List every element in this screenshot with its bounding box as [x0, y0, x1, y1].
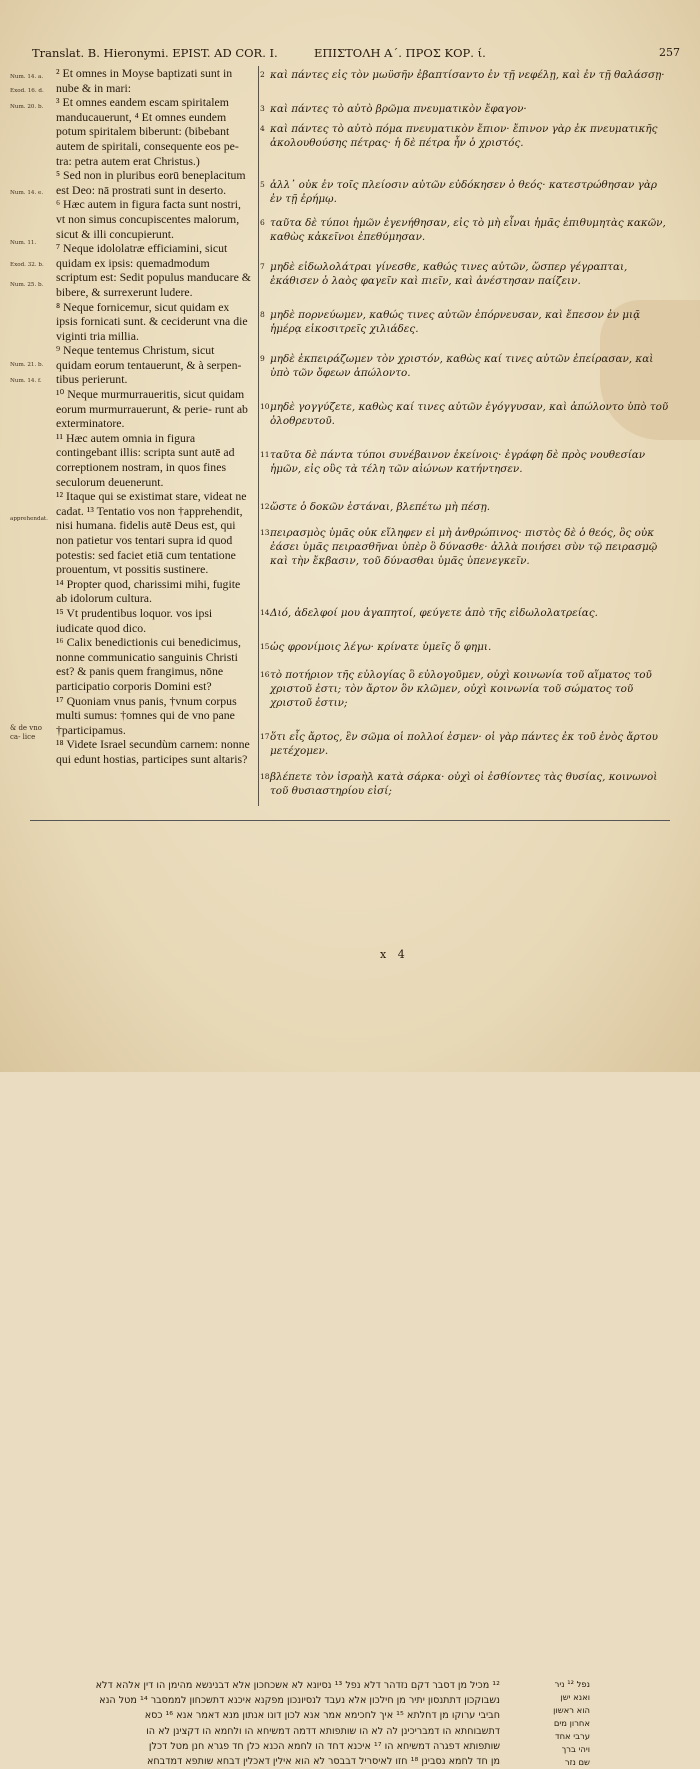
- greek-verse: πειρασμὸς ὑμᾶς οὐκ εἴληφεν εἰ μὴ ἀνθρώπινος· πιστὸς δὲ ὁ θεός, ὃς οὐκ ἐάσει ὑμᾶς πειρασθῆναι ὑπὲρ ὃ δύνασθε· ἀλλὰ ποιήσει σὺν τῷ πειρασμῷ καὶ τὴν ἔκβασιν, τοῦ δύνασθαι ὑμᾶς ὑπενεγκεῖν.: [270, 527, 658, 568]
- latin-verse: ¹¹ Hæc autem omnia in figura contingebant illis: scripta sunt autē ad correptionem nostram, in quos fines seculorum deuenerunt.: [56, 430, 235, 489]
- latin-verse: ⁶ Hæc autem in figura facta sunt nostri, vt non simus concupiscentes malorum, sicut & illi concupierunt.: [56, 197, 241, 241]
- margin-note: Num. 21. b.: [10, 362, 44, 368]
- header-greek-title: ΕΠΙΣΤΟΛΗ Α΄. ΠΡΟΣ ΚΟΡ. ί.: [314, 46, 486, 60]
- greek-verse-number: 6: [260, 218, 265, 227]
- greek-verse: καὶ πάντες τὸ αὐτὸ βρῶμα πνευματικὸν ἔφαγον·: [270, 103, 527, 115]
- greek-verse-number: 10: [260, 402, 270, 411]
- greek-verse-number: 17: [260, 732, 270, 741]
- greek-verse-number: 18: [260, 772, 270, 781]
- greek-verse-number: 9: [260, 354, 265, 363]
- hebrew-note: ערבי אחד: [555, 1731, 590, 1741]
- greek-verse-number: 13: [260, 528, 270, 537]
- greek-verse: μηδὲ πορνεύωμεν, καθώς τινες αὐτῶν ἐπόρνευσαν, καὶ ἔπεσον ἐν μιᾷ ἡμέρᾳ εἰκοσιτρεῖς χιλιάδες.: [270, 309, 641, 336]
- hebrew-note: ויהי ברך: [561, 1744, 590, 1754]
- greek-verse: καὶ πάντες εἰς τὸν μωϋσῆν ἐβαπτίσαντο ἐν τῇ νεφέλῃ, καὶ ἐν τῇ θαλάσσῃ·: [270, 69, 665, 81]
- margin-note: Num. 20. b.: [10, 104, 44, 110]
- greek-verse-number: 15: [260, 642, 270, 651]
- greek-verse: μηδὲ ἐκπειράζωμεν τὸν χριστόν, καθὼς καί τινες αὐτῶν ἐπείρασαν, καὶ ὑπὸ τῶν ὄφεων ἀπώλοντο.: [270, 353, 654, 380]
- margin-note: Num. 25. b.: [10, 282, 44, 288]
- hebrew-line: חביבי ערוקו מן דחלתא ¹⁵ איך לחכימא אמר אנא לכון דונו אנתון מנא דאמר אנא ¹⁶ כסא: [144, 1710, 500, 1722]
- latin-verse: ¹⁷ Quoniam vnus panis, †vnum corpus multi sumus: †omnes qui de vno pane †participamus.: [56, 693, 237, 737]
- hebrew-note: ואנא ישן: [560, 1692, 590, 1702]
- greek-verse: μηδὲ εἰδωλολάτραι γίνεσθε, καθώς τινες αὐτῶν, ὥσπερ γέγραπται, ἐκάθισεν ὁ λαὸς φαγεῖν καὶ πιεῖν, καὶ ἀνέστησαν παίζειν.: [270, 261, 628, 288]
- hebrew-note: הוא ראשון: [553, 1705, 590, 1715]
- latin-verse: ¹⁰ Neque murmurraueritis, sicut quidam eorum murmurrauerunt, & perie- runt ab exterminatore.: [56, 387, 248, 431]
- hebrew-notes: [510, 1678, 590, 1769]
- margin-note: Num. 14. e.: [10, 190, 44, 196]
- margin-note: Num. 14. f.: [10, 378, 42, 384]
- greek-verse: ὅτι εἷς ἄρτος, ἓν σῶμα οἱ πολλοί ἐσμεν· οἱ γὰρ πάντες ἐκ τοῦ ἑνὸς ἄρτου μετέχομεν.: [270, 731, 658, 758]
- greek-verse-number: 3: [260, 104, 265, 113]
- greek-verse: μηδὲ γογγύζετε, καθὼς καί τινες αὐτῶν ἐγόγγυσαν, καὶ ἀπώλοντο ὑπὸ τοῦ ὀλοθρευτοῦ.: [270, 401, 669, 428]
- hebrew-note: נפל ¹² ניר: [554, 1679, 590, 1689]
- greek-verse-number: 7: [260, 262, 265, 271]
- greek-verse: ὡς φρονίμοις λέγω· κρίνατε ὑμεῖς ὅ φημι.: [270, 641, 492, 653]
- hebrew-line: נשבוקכון דתתנסון יתיר מן חילכון אלא נעבד לנסיונכון מפקנא איכנא דתשכחון לממסבר ¹⁴ מטל הנא: [99, 1695, 500, 1707]
- hebrew-line: שותפותא דפגרה דמשיחא הו ¹⁷ איכנא דחד הו לחמא הכנא כלן חד פגרא חנן מטל דכלן: [148, 1740, 500, 1752]
- greek-verse: ταῦτα δὲ τύποι ἡμῶν ἐγενήθησαν, εἰς τὸ μὴ εἶναι ἡμᾶς ἐπιθυμητὰς κακῶν, καθὼς κἀκεῖνοι ἐπεθύμησαν.: [270, 217, 666, 244]
- latin-verse: ⁵ Sed non in pluribus eorū beneplacitum est Deo: nā prostrati sunt in deserto.: [56, 168, 246, 197]
- latin-verse: ¹⁵ Vt prudentibus loquor. vos ipsi iudicate quod dico.: [56, 605, 213, 635]
- section-divider: [30, 820, 670, 821]
- hebrew-line: דתשבוחתא הו דמבריכינן לה לא הו שותפותא דדמה דמשיחא הו ולחמא הו דקצינן לא הו: [146, 1725, 500, 1737]
- latin-verse: ⁸ Neque fornicemur, sicut quidam ex ipsis fornicati sunt. & ceciderunt vna die viginti tria millia.: [56, 299, 248, 343]
- greek-verse: ταῦτα δὲ πάντα τύποι συνέβαινον ἐκείνοις· ἐγράφη δὲ πρὸς νουθεσίαν ἡμῶν, εἰς οὓς τὰ τέλη τῶν αἰώνων κατήντησεν.: [270, 449, 646, 476]
- greek-verse: ὥστε ὁ δοκῶν ἑστάναι, βλεπέτω μὴ πέσῃ.: [270, 501, 491, 513]
- latin-verse: ³ Et omnes eandem escam spiritalem manducauerunt, ⁴ Et omnes eundem potum spiritalem biberunt: (bibebant autem de spiritali, consequente eos pe- tra: petra autem erat Christus.): [56, 95, 239, 168]
- latin-column: [56, 66, 252, 767]
- latin-verse: ¹⁶ Calix benedictionis cui benedicimus, nonne communicatio sanguinis Christi est? & panis quem frangimus, nōne participatio corporis Domini est?: [56, 635, 241, 693]
- greek-verse-number: 16: [260, 670, 270, 679]
- signature-mark: x 4: [380, 948, 409, 961]
- greek-verse-number: 11: [260, 450, 270, 459]
- running-header: [32, 46, 680, 66]
- column-divider: [258, 66, 259, 806]
- greek-verse: βλέπετε τὸν ἰσραὴλ κατὰ σάρκα· οὐχὶ οἱ ἐσθίοντες τὰς θυσίας, κοινωνοὶ τοῦ θυσιαστηρίου εἰσί;: [270, 771, 658, 798]
- margin-note: Num. 14. a.: [10, 74, 44, 80]
- hebrew-note: שם נזר: [564, 1757, 590, 1767]
- greek-verse: Διό, ἀδελφοί μου ἀγαπητοί, φεύγετε ἀπὸ τῆς εἰδωλολατρείας.: [270, 607, 598, 619]
- greek-verse-number: 8: [260, 310, 265, 319]
- greek-verse: καὶ πάντες τὸ αὐτὸ πόμα πνευματικὸν ἔπιον· ἔπινον γὰρ ἐκ πνευματικῆς ἀκολουθούσης πέτρας· ἡ δὲ πέτρα ἦν ὁ χριστός.: [270, 123, 658, 150]
- margin-note: apprehendat.: [10, 516, 48, 522]
- latin-verse: ¹⁴ Propter quod, charissimi mihi, fugite ab idolorum cultura.: [56, 576, 241, 606]
- margin-note: Num. 11.: [10, 240, 37, 246]
- margin-note: & de vno ca- lice: [10, 724, 42, 741]
- latin-verse: ² Et omnes in Moyse baptizati sunt in nube & in mari:: [56, 66, 233, 95]
- latin-verse: ¹² Itaque qui se existimat stare, videat ne cadat. ¹³ Tentatio vos non †apprehendit, nisi humana. fidelis autē Deus est, qui non patietur vos tentari supra id quod potestis: sed faciet etiā cum tentatione prouentum, vt possitis sustinere.: [56, 489, 247, 577]
- greek-verse: ἀλλ᾽ οὐκ ἐν τοῖς πλείοσιν αὐτῶν εὐδόκησεν ὁ θεός· κατεστρώθησαν γὰρ ἐν τῇ ἐρήμῳ.: [270, 179, 657, 206]
- latin-verse: ⁹ Neque tentemus Christum, sicut quidam eorum tentauerunt, & à serpen- tibus perierunt.: [56, 343, 242, 387]
- greek-verse-number: 14: [260, 608, 270, 617]
- margin-note: Exod. 16. d.: [10, 88, 44, 94]
- greek-verse-number: 4: [260, 124, 265, 133]
- hebrew-note: אחרון מים: [553, 1718, 590, 1728]
- hebrew-line: מן חד לחמא נסבינן ¹⁸ חזו לאיסריל דבבסר לא הוא אילין דאכלין דבחא שותפא דמדבחא: [147, 1756, 500, 1768]
- margin-note: Exod. 32. b.: [10, 262, 44, 268]
- hebrew-text-block: [60, 1678, 500, 1769]
- greek-verse-number: 2: [260, 70, 265, 79]
- greek-verse-number: 5: [260, 180, 265, 189]
- greek-verse-number: 12: [260, 502, 270, 511]
- header-latin-title: Translat. B. Hieronymi. EPIST. AD COR. I.: [32, 46, 278, 60]
- latin-verse: ¹⁸ Videte Israel secundùm carnem: nonne qui edunt hostias, participes sunt altaris?: [56, 737, 250, 766]
- page-number: 257: [659, 46, 680, 59]
- greek-verse: τὸ ποτήριον τῆς εὐλογίας ὃ εὐλογοῦμεν, οὐχὶ κοινωνία τοῦ αἵματος τοῦ χριστοῦ ἐστι; τὸν ἄρτον ὃν κλῶμεν, οὐχὶ κοινωνία τοῦ σώματος τοῦ χριστοῦ ἐστιν;: [270, 669, 652, 710]
- latin-verse: ⁷ Neque idololatræ efficiamini, sicut quidam ex ipsis: quemadmodum scriptum est: Sedit populus manducare & bibere, & surrexerunt ludere.: [56, 241, 251, 299]
- hebrew-line: ¹² מכיל מן דסבר דקם נזדהר דלא נפל ¹³ נסיונא לא אשכחכון אלא דבנינשא מהימן הו דין אלהא דלא: [95, 1680, 500, 1691]
